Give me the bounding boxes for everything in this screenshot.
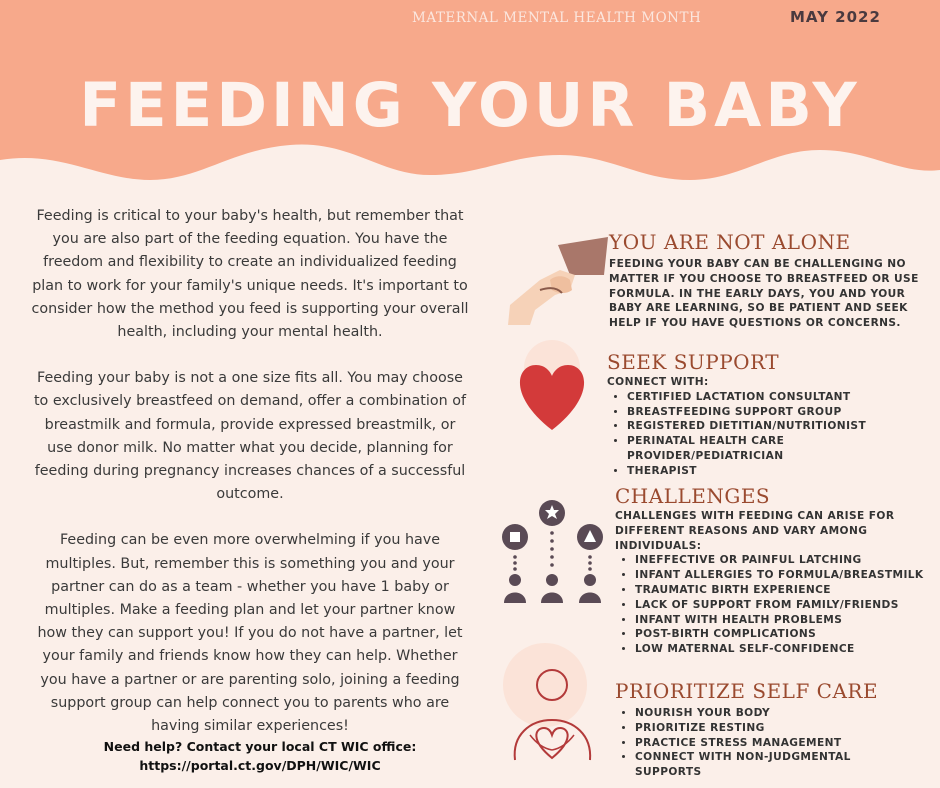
- intro-paragraph-1: Feeding is critical to your baby's health, but remember that you are also part of the feeding equation. You have the freedom and flexibility to create an individualized feeding plan to work for your family's unique needs. It's important to consider how the method you feed is supporting your overall health, including your mental health.: [31, 208, 469, 341]
- header-date: MAY 2022: [790, 8, 881, 26]
- seek-support-body: [607, 375, 907, 479]
- list-item: • POST-BIRTH COMPLICATIONS: [635, 627, 930, 642]
- not-alone-body: [609, 257, 929, 331]
- list-item: • LACK OF SUPPORT FROM FAMILY/FRIENDS: [635, 598, 930, 613]
- heart-icon: [512, 340, 602, 440]
- help-url-link[interactable]: https://portal.ct.gov/DPH/WIC/WIC: [139, 758, 381, 773]
- challenges-title: CHALLENGES: [615, 484, 771, 508]
- self-care-body: [615, 706, 915, 780]
- header-banner: [0, 0, 940, 200]
- self-care-title: PRIORITIZE SELF CARE: [615, 679, 879, 703]
- people-network-icon: [495, 495, 610, 610]
- intro-paragraph-3: Feeding can be even more overwhelming if you have multiples. But, remember this is something you and your partner can do as a team - whether you have 1 baby or multiples. Make a feeding plan and let your partner know how they can support you! If you do not have a partner, let your family and friends know how they can help. Whether you have a partner or are parenting solo, joining a feeding support group can help connect you to parents who are having similar experiences!: [37, 532, 463, 735]
- helping-hands-icon: [500, 235, 610, 330]
- list-item: • PRIORITIZE RESTING: [635, 721, 915, 736]
- list-item: • LOW MATERNAL SELF-CONFIDENCE: [635, 642, 930, 657]
- list-item: • TRAUMATIC BIRTH EXPERIENCE: [635, 583, 930, 598]
- challenges-body: [615, 509, 930, 657]
- challenges-list: [615, 553, 930, 657]
- intro-text: [30, 205, 470, 761]
- list-item: • NOURISH YOUR BODY: [635, 706, 915, 721]
- list-item: • CONNECT WITH NON-JUDGMENTAL SUPPORTS: [635, 750, 915, 780]
- list-item: • REGISTERED DIETITIAN/NUTRITIONIST: [627, 419, 907, 434]
- page-title: FEEDING YOUR BABY: [79, 70, 861, 141]
- challenges-intro: CHALLENGES WITH FEEDING CAN ARISE FOR DIFFERENT REASONS AND VARY AMONG INDIVIDUALS:: [615, 510, 895, 552]
- seek-support-title: SEEK SUPPORT: [607, 350, 780, 374]
- list-item: • PRACTICE STRESS MANAGEMENT: [635, 736, 915, 751]
- header-top-line: MATERNAL MENTAL HEALTH MONTH: [412, 10, 702, 26]
- self-love-icon: [500, 640, 615, 770]
- seek-support-list: [607, 390, 907, 479]
- not-alone-title: YOU ARE NOT ALONE: [609, 230, 851, 254]
- self-care-list: [615, 706, 915, 780]
- help-line: Need help? Contact your local CT WIC office:: [103, 739, 417, 754]
- list-item: • INFANT ALLERGIES TO FORMULA/BREASTMILK: [635, 568, 930, 583]
- list-item: • BREASTFEEDING SUPPORT GROUP: [627, 405, 907, 420]
- list-item: • PERINATAL HEALTH CARE PROVIDER/PEDIATRICIAN: [627, 434, 907, 464]
- intro-paragraph-2: Feeding your baby is not a one size fits all. You may choose to exclusively breastfeed on demand, offer a combination of breastmilk and formula, provide expressed breastmilk, or use donor milk. No matter what you decide, planning for feeding during pregnancy increases chances of a successful outcome.: [33, 370, 467, 503]
- list-item: • INEFFECTIVE OR PAINFUL LATCHING: [635, 553, 930, 568]
- not-alone-text: FEEDING YOUR BABY CAN BE CHALLENGING NO MATTER IF YOU CHOOSE TO BREASTFEED OR USE FORMULA. IN THE EARLY DAYS, YOU AND YOUR BABY ARE LEARNING, SO BE PATIENT AND SEEK HELP IF YOU HAVE QUESTIONS OR CONCERNS.: [609, 258, 919, 330]
- list-item: • THERAPIST: [627, 464, 907, 479]
- help-contact: [60, 737, 460, 775]
- list-item: • INFANT WITH HEALTH PROBLEMS: [635, 613, 930, 628]
- list-item: • CERTIFIED LACTATION CONSULTANT: [627, 390, 907, 405]
- seek-support-intro: CONNECT WITH:: [607, 376, 709, 388]
